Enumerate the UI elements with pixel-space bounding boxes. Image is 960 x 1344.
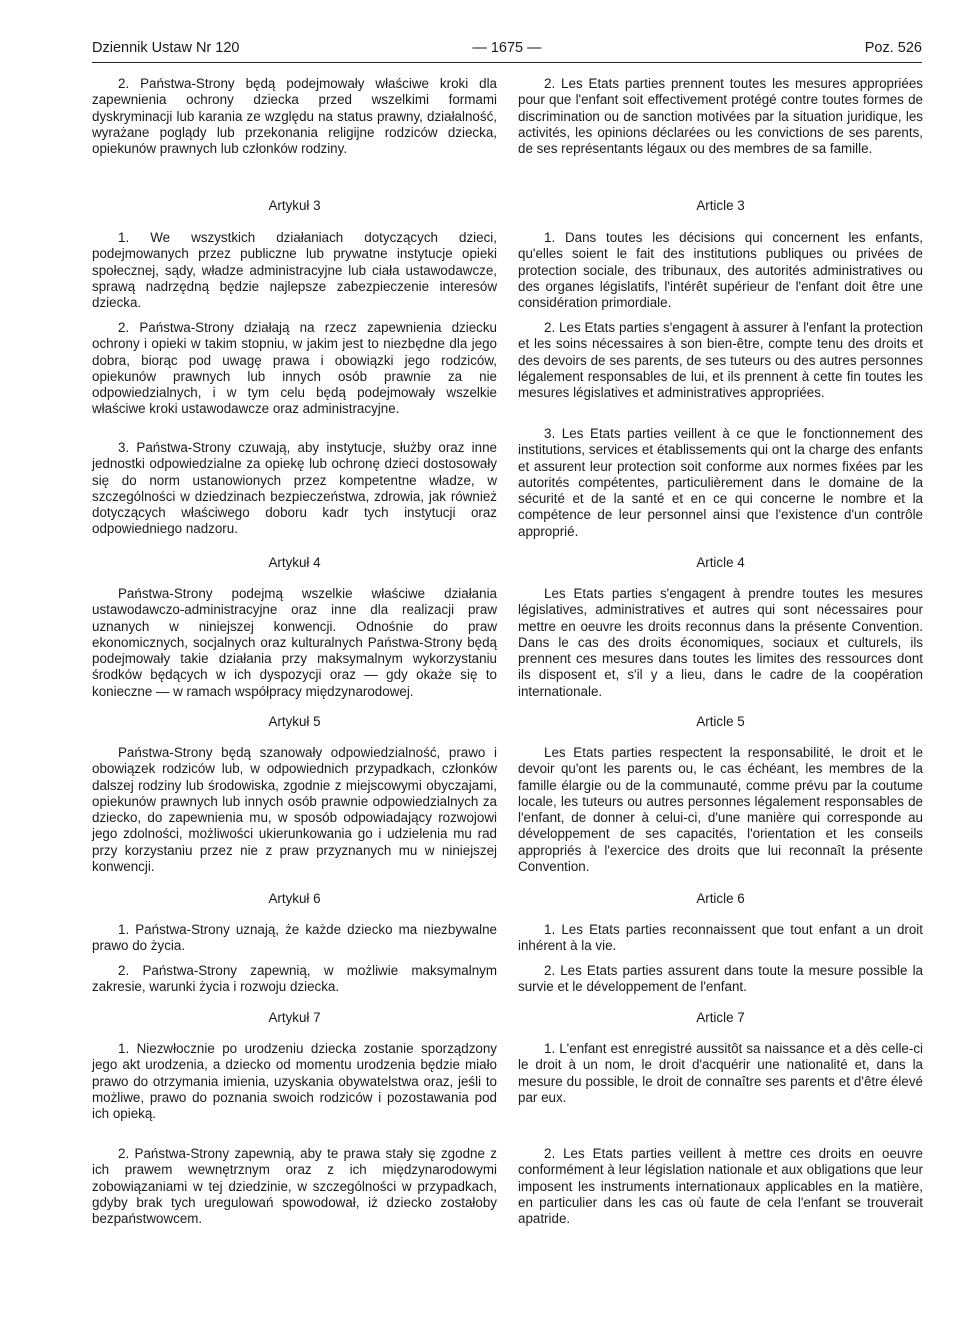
page-header <box>92 40 922 60</box>
pl-art4-heading: Artykuł 4 <box>268 555 321 570</box>
fr-art3-paragraph-1: 1. Dans toutes les décisions qui concernent les enfants, qu'elles soient le fait des institutions publiques ou privées de protection sociale, des tribunaux, des autorités administratives ou des organes législatifs, l'intérêt supérieur de l'enfant doit être une considération primordiale. <box>518 230 923 311</box>
fr-art7-heading: Article 7 <box>696 1010 745 1025</box>
pl-art2-paragraph-2: 2. Państwa-Strony będą podejmowały właściwe kroki dla zapewnienia ochrony dziecka przed wszelkimi formami dyskryminacji lub karania ze względu na status prawny, działalność, wyrażane poglądy lub przekonania religijne rodziców dziecka, opiekunów prawnych lub członków rodziny. <box>92 76 497 157</box>
pl-art6-paragraph-1: 1. Państwa-Strony uznają, że każde dziecko ma niezbywalne prawo do życia. <box>92 922 497 954</box>
position-number: Poz. 526 <box>864 40 922 56</box>
pl-art4-paragraph-1: Państwa-Strony podejmą wszelkie właściwe działania ustawodawczo-administracyjne oraz inne dla realizacji praw uznanych w niniejszej konwencji. Odnośnie do praw ekonomicznych, socjalnych oraz kulturalnych Państwa-Strony będą podejmowały takie działania przy maksymalnym wykorzystaniu środków będących w ich dyspozycji oraz — gdy okaże się to konieczne — w ramach współpracy międzynarodowej. <box>92 586 497 699</box>
page-number: — 1675 — <box>472 40 542 56</box>
fr-art4-heading: Article 4 <box>696 555 745 570</box>
pl-art7-heading: Artykuł 7 <box>268 1010 321 1025</box>
pl-art3-paragraph-1: 1. We wszystkich działaniach dotyczących dzieci, podejmowanych przez publiczne lub prywatne instytucje opieki społecznej, sądy, władze administracyjne lub ciała ustawodawcze, sprawą nadrzędną będzie najlepsze zabezpieczenie interesów dziecka. <box>92 230 497 311</box>
pl-art5-paragraph-1: Państwa-Strony będą szanowały odpowiedzialność, prawo i obowiązek rodziców lub, w odpowiednich przypadkach, członków dalszej rodziny lub środowiska, zgodnie z miejscowymi obyczajami, opiekunów prawnych lub innych osób prawnie odpowiedzialnych za dziecko, do zapewnienia mu, w sposób odpowiadający rozwojowi jego zdolności, możliwości ukierunkowania go i udzielenia mu rad przy korzystaniu przez nie z praw przyznanych mu w niniejszej konwencji. <box>92 745 497 875</box>
pl-art6-heading: Artykuł 6 <box>268 891 321 906</box>
pl-art3-heading: Artykuł 3 <box>268 198 321 213</box>
pl-art5-heading: Artykuł 5 <box>268 714 321 729</box>
fr-art6-paragraph-2: 2. Les Etats parties assurent dans toute la mesure possible la survie et le développement de l'enfant. <box>518 963 923 995</box>
pl-art3-paragraph-3: 3. Państwa-Strony czuwają, aby instytucje, służby oraz inne jednostki odpowiedzialne za opiekę lub ochronę dzieci dostosowały się do norm ustanowionych przez kompetentne władze, w szczególności w dziedzinach bezpieczeństwa, zdrowia, jak również dotyczących właściwego doboru kadr tych instytucji oraz odpowiedniego nadzoru. <box>92 440 497 537</box>
pl-art7-paragraph-1: 1. Niezwłocznie po urodzeniu dziecka zostanie sporządzony jego akt urodzenia, a dziecko od momentu urodzenia będzie miało prawo do otrzymania imienia, uzyskania obywatelstwa oraz, jeśli to możliwe, prawo do poznania swoich rodziców i pozostawania pod ich opieką. <box>92 1041 497 1122</box>
fr-art5-heading: Article 5 <box>696 714 745 729</box>
fr-art3-heading: Article 3 <box>696 198 745 213</box>
fr-art6-paragraph-1: 1. Les Etats parties reconnaissent que tout enfant a un droit inhérent à la vie. <box>518 922 923 954</box>
header-divider <box>92 62 922 63</box>
fr-art3-paragraph-3: 3. Les Etats parties veillent à ce que le fonctionnement des institutions, services et établissements qui ont la charge des enfants et assurent leur protection soit conforme aux normes fixées par les autorités compétentes, particulièrement dans le domaine de la sécurité et de la santé et en ce qui concerne le nombre et la compétence de leur personnel ainsi que l'existence d'un contrôle approprié. <box>518 426 923 539</box>
fr-art7-paragraph-2: 2. Les Etats parties veillent à mettre ces droits en oeuvre conformément à leur législation nationale et aux obligations que leur imposent les instruments internationaux applicables en la matière, en particulier dans les cas où faute de cela l'enfant se trouverait apatride. <box>518 1146 923 1227</box>
fr-art2-paragraph-2: 2. Les Etats parties prennent toutes les mesures appropriées pour que l'enfant soit effectivement protégé contre toutes formes de discrimination ou de sanction motivées par la situation juridique, les activités, les opinions déclarées ou les convictions de ses parents, de ses représentants légaux ou des membres de sa famille. <box>518 76 923 157</box>
fr-art6-heading: Article 6 <box>696 891 745 906</box>
pl-art3-paragraph-2: 2. Państwa-Strony działają na rzecz zapewnienia dziecku ochrony i opieki w takim stopniu, w jakim jest to niezbędne dla jego dobra, biorąc pod uwagę prawa i obowiązki jego rodziców, opiekunów prawnych lub innych osób prawnie za nie odpowiedzialnych, i w tym celu będą podejmowały wszelkie właściwe kroki ustawodawcze oraz administracyjne. <box>92 320 497 417</box>
fr-art3-paragraph-2: 2. Les Etats parties s'engagent à assurer à l'enfant la protection et les soins nécessaires à son bien-être, compte tenu des droits et des devoirs de ses parents, de ses tuteurs ou des autres personnes légalement responsables de lui, et ils prennent à cette fin toutes les mesures législatives et administratives appropriées. <box>518 320 923 401</box>
pl-art6-paragraph-2: 2. Państwa-Strony zapewnią, w możliwie maksymalnym zakresie, warunki życia i rozwoju dziecka. <box>92 963 497 995</box>
fr-art5-paragraph-1: Les Etats parties respectent la responsabilité, le droit et le devoir qu'ont les parents ou, le cas échéant, les membres de la famille élargie ou de la communauté, comme prévu par la coutume locale, les tuteurs ou autres personnes légalement responsables de l'enfant, de donner à celui-ci, d'une manière qui corresponde au développement de ses capacités, l'orientation et les conseils appropriés à l'exercice des droits que lui reconnaît la présente Convention. <box>518 745 923 875</box>
journal-title: Dziennik Ustaw Nr 120 <box>92 40 240 56</box>
fr-art4-paragraph-1: Les Etats parties s'engagent à prendre toutes les mesures législatives, administratives et autres qui sont nécessaires pour mettre en oeuvre les droits reconnus dans la présente Convention. Dans le cas des droits économiques, sociaux et culturels, ils prennent ces mesures dans toutes les limites des ressources dont ils disposent et, s'il y a lieu, dans le cadre de la coopération internationale. <box>518 586 923 699</box>
pl-art7-paragraph-2: 2. Państwa-Strony zapewnią, aby te prawa stały się zgodne z ich prawem wewnętrznym oraz z ich międzynarodowymi zobowiązaniami w tej dziedzinie, w szczególności w przypadkach, gdyby brak tych uregulowań spowodował, iż dziecko zostałoby bezpaństwowcem. <box>92 1146 497 1227</box>
fr-art7-paragraph-1: 1. L'enfant est enregistré aussitôt sa naissance et a dès celle-ci le droit à un nom, le droit d'acquérir une nationalité et, dans la mesure du possible, le droit de connaître ses parents et d'être élevé par eux. <box>518 1041 923 1105</box>
